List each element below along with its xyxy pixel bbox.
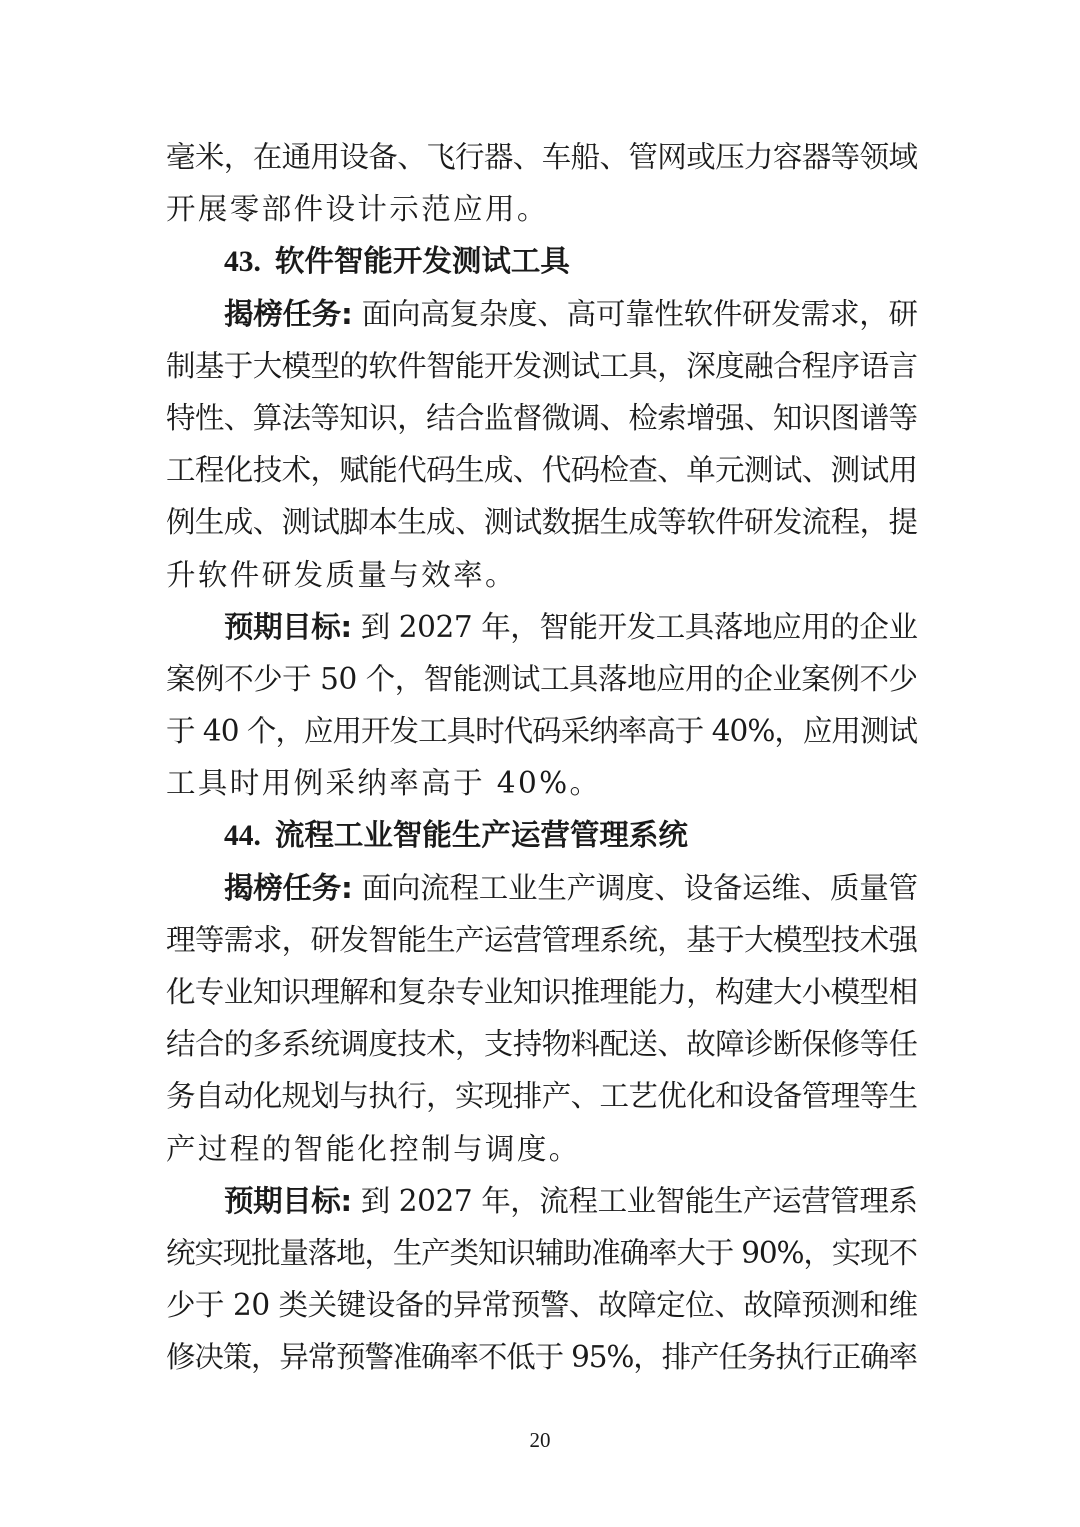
text-line xyxy=(166,131,918,183)
section-heading-43 xyxy=(166,235,918,287)
text-line-content: 化专业知识理解和复杂专业知识推理能力，构建大小模型相 xyxy=(166,975,918,1009)
text-line-content: 面向高复杂度、高可靠性软件研发需求，研 xyxy=(361,296,918,331)
text-line-content: 毫米，在通用设备、飞行器、车船、管网或压力容器等领域 xyxy=(166,140,918,174)
text-line xyxy=(166,496,918,548)
text-line xyxy=(166,705,918,757)
section-title: 软件智能开发测试工具 xyxy=(274,244,570,279)
text-line xyxy=(166,288,918,340)
text-line xyxy=(166,601,918,653)
section-number: 44. xyxy=(224,820,261,853)
text-line xyxy=(166,1018,918,1070)
document-body xyxy=(166,131,918,1384)
text-line-content: 产过程的智能化控制与调度。 xyxy=(166,1131,581,1166)
text-line xyxy=(166,653,918,705)
section-number: 43. xyxy=(224,246,261,279)
text-line xyxy=(166,549,918,601)
task-label: 揭榜任务: xyxy=(224,296,353,331)
text-line xyxy=(166,757,918,809)
text-line xyxy=(166,392,918,444)
text-line xyxy=(166,1123,918,1175)
task-line xyxy=(224,862,918,914)
text-line-content: 结合的多系统调度技术，支持物料配送、故障诊断保修等任 xyxy=(166,1027,918,1062)
text-line-content: 于 40 个，应用开发工具时代码采纳率高于 40%，应用测试 xyxy=(166,714,918,749)
text-line-content: 修决策，异常预警准确率不低于 95%，排产任务执行正确率 xyxy=(166,1340,917,1375)
text-line-content: 务自动化规划与执行，实现排产、工艺优化和设备管理等生 xyxy=(166,1079,918,1114)
text-line xyxy=(166,340,918,392)
text-line xyxy=(166,1175,918,1227)
text-line-content: 统实现批量落地，生产类知识辅助准确率大于 90%，实现不 xyxy=(166,1235,917,1270)
text-line-content: 理等需求，研发智能生产运营管理系统，基于大模型技术强 xyxy=(166,922,918,957)
goal-line xyxy=(224,1175,918,1227)
text-line-content: 例生成、测试脚本生成、测试数据生成等软件研发流程，提 xyxy=(166,505,918,540)
text-line-content: 少于 20 类关键设备的异常预警、故障定位、故障预测和维 xyxy=(166,1288,918,1323)
text-line-content: 到 2027 年，智能开发工具落地应用的企业 xyxy=(360,609,918,644)
section-title: 流程工业智能生产运营管理系统 xyxy=(274,818,688,853)
text-line-content: 制基于大模型的软件智能开发测试工具，深度融合程序语言 xyxy=(166,348,918,383)
text-line xyxy=(166,914,918,966)
text-line-content: 特性、算法等知识，结合监督微调、检索增强、知识图谱等 xyxy=(166,400,918,435)
text-line xyxy=(166,862,918,914)
goal-line xyxy=(224,601,918,653)
text-line-content: 面向流程工业生产调度、设备运维、质量管 xyxy=(361,870,918,905)
task-label: 揭榜任务: xyxy=(224,870,353,905)
text-line-content: 工程化技术，赋能代码生成、代码检查、单元测试、测试用 xyxy=(166,453,918,488)
text-line-content: 案例不少于 50 个，智能测试工具落地应用的企业案例不少 xyxy=(166,661,918,696)
text-line xyxy=(166,183,918,235)
text-line xyxy=(166,1227,918,1279)
text-line xyxy=(166,1331,918,1383)
text-line xyxy=(166,1070,918,1122)
goal-label: 预期目标: xyxy=(224,609,352,644)
goal-label: 预期目标: xyxy=(224,1183,352,1218)
text-line xyxy=(166,444,918,496)
text-line-content: 工具时用例采纳率高于 40%。 xyxy=(166,766,602,801)
section-heading-44 xyxy=(166,809,918,861)
page-number: 20 xyxy=(529,1428,551,1452)
text-line xyxy=(166,966,918,1018)
task-line xyxy=(224,288,918,340)
text-line-content: 到 2027 年，流程工业智能生产运营管理系 xyxy=(360,1183,918,1218)
text-line-content: 升软件研发质量与效率。 xyxy=(166,557,517,592)
text-line xyxy=(166,1279,918,1331)
text-line-content: 开展零部件设计示范应用。 xyxy=(166,192,549,227)
